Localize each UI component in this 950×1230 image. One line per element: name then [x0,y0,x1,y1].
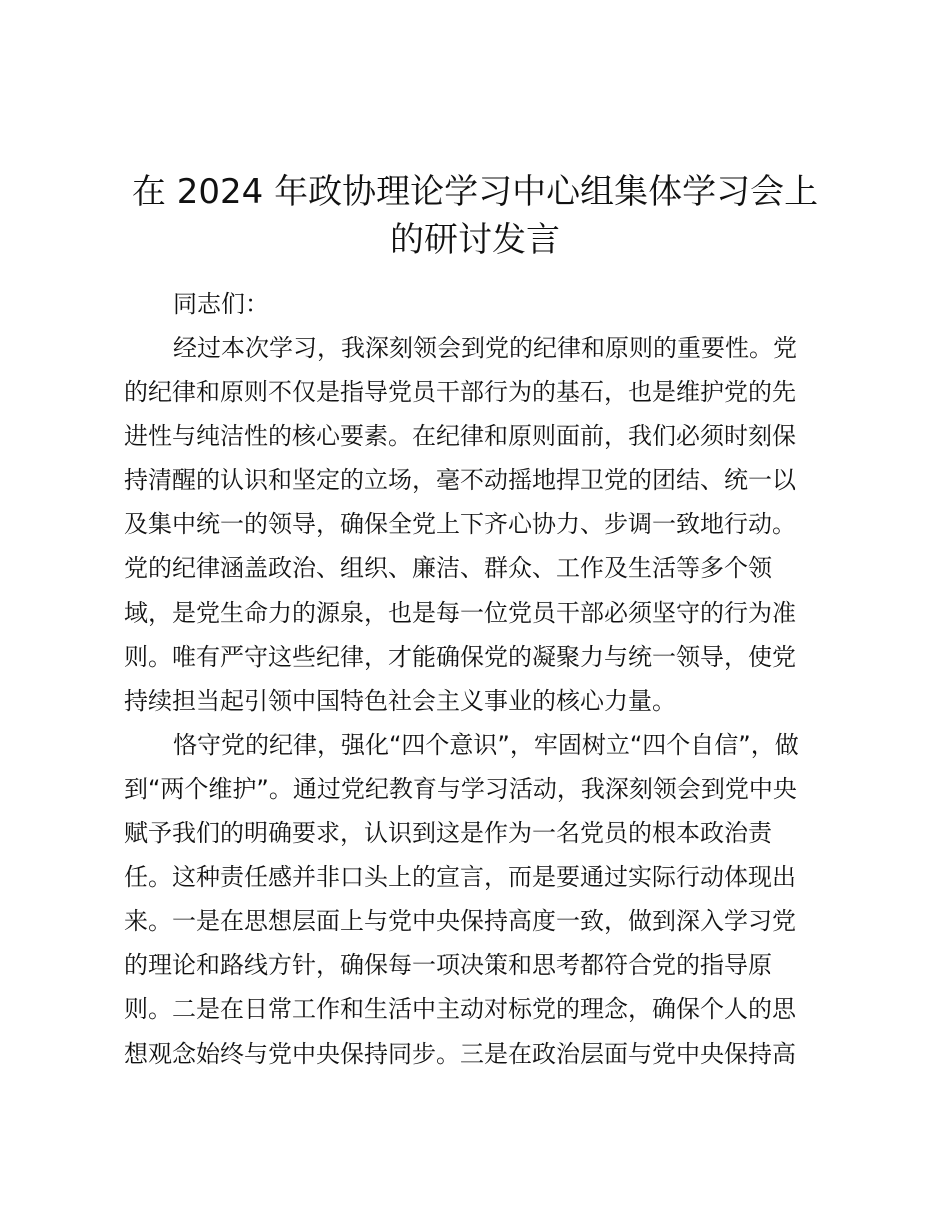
document-body [124,331,824,1081]
body-line: 赋予我们的明确要求，认识到这是作为一名党员的根本政治责 [124,819,772,848]
body-line: 恪守党的纪律，强化“四个意识”，牢固树立“四个自信”，做 [173,730,799,759]
body-line: 来。一是在思想层面上与党中央保持高度一致，做到深入学习党 [124,907,796,936]
body-line: 的纪律和原则不仅是指导党员干部行为的基石，也是维护党的先 [124,378,796,407]
body-line: 持续担当起引领中国特色社会主义事业的核心力量。 [124,686,676,715]
body-line: 想观念始终与党中央保持同步。三是在政治层面与党中央保持高 [124,1039,796,1068]
body-line: 经过本次学习，我深刻领会到党的纪律和原则的重要性。党 [173,334,797,362]
body-line: 到“两个维护”。通过党纪教育与学习活动，我深刻领会到党中央 [124,774,797,803]
title-line-2: 的研讨发言 [390,220,560,260]
body-line: 的理论和路线方针，确保每一项决策和思考都符合党的指导原 [124,951,772,980]
body-line: 及集中统一的领导，确保全党上下齐心协力、步调一致地行动。 [124,510,796,539]
body-line: 党的纪律涵盖政治、组织、廉洁、群众、工作及生活等多个领 [124,554,772,583]
salutation: 同志们： [173,290,269,318]
body-line: 则。唯有严守这些纪律，才能确保党的凝聚力与统一领导，使党 [124,642,796,671]
body-line: 任。这种责任感并非口头上的宣言，而是要通过实际行动体现出 [124,863,796,892]
title-line-1: 在 2024 年政协理论学习中心组集体学习会上 [131,172,819,212]
document-title [125,168,825,264]
body-line: 域，是党生命力的源泉，也是每一位党员干部必须坚守的行为准 [124,598,796,627]
body-line: 进性与纯洁性的核心要素。在纪律和原则面前，我们必须时刻保 [124,422,796,451]
body-line: 持清醒的认识和坚定的立场，毫不动摇地捍卫党的团结、统一以 [124,466,796,495]
body-line: 则。二是在日常工作和生活中主动对标党的理念，确保个人的思 [124,995,796,1024]
